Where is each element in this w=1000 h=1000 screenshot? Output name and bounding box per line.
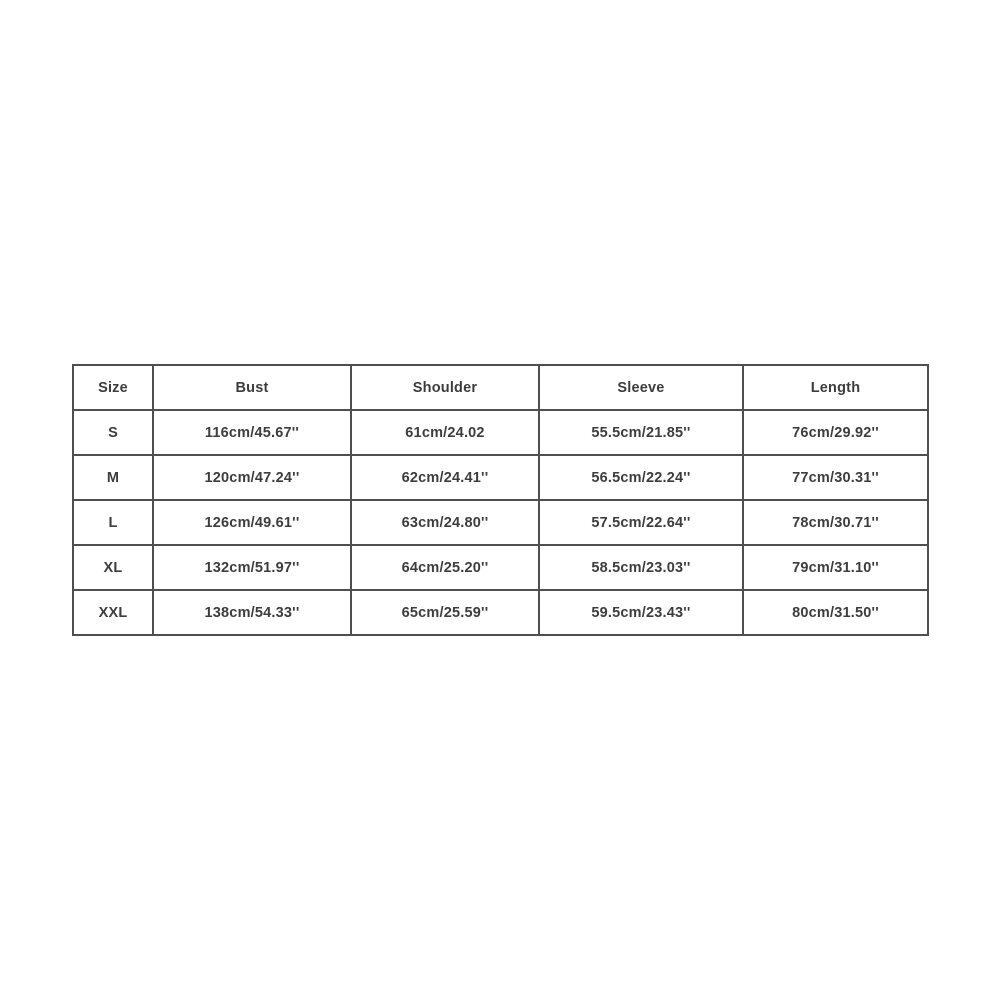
cell-bust: 116cm/45.67'' — [153, 410, 351, 455]
cell-size: XXL — [73, 590, 153, 635]
cell-size: XL — [73, 545, 153, 590]
cell-bust: 132cm/51.97'' — [153, 545, 351, 590]
header-cell-length: Length — [743, 365, 928, 410]
cell-sleeve: 56.5cm/22.24'' — [539, 455, 743, 500]
cell-length: 80cm/31.50'' — [743, 590, 928, 635]
table-row-s — [73, 410, 928, 455]
table-row-m — [73, 455, 928, 500]
cell-sleeve: 59.5cm/23.43'' — [539, 590, 743, 635]
cell-sleeve: 55.5cm/21.85'' — [539, 410, 743, 455]
header-cell-shoulder: Shoulder — [351, 365, 539, 410]
cell-size: M — [73, 455, 153, 500]
cell-size: S — [73, 410, 153, 455]
cell-bust: 138cm/54.33'' — [153, 590, 351, 635]
cell-length: 76cm/29.92'' — [743, 410, 928, 455]
cell-shoulder: 63cm/24.80'' — [351, 500, 539, 545]
header-row — [73, 365, 928, 410]
size-chart-body — [73, 410, 928, 635]
cell-sleeve: 57.5cm/22.64'' — [539, 500, 743, 545]
size-chart-table — [72, 364, 929, 636]
cell-size: L — [73, 500, 153, 545]
cell-shoulder: 61cm/24.02 — [351, 410, 539, 455]
cell-sleeve: 58.5cm/23.03'' — [539, 545, 743, 590]
cell-bust: 126cm/49.61'' — [153, 500, 351, 545]
header-cell-bust: Bust — [153, 365, 351, 410]
cell-shoulder: 65cm/25.59'' — [351, 590, 539, 635]
table-row-l — [73, 500, 928, 545]
cell-shoulder: 64cm/25.20'' — [351, 545, 539, 590]
cell-bust: 120cm/47.24'' — [153, 455, 351, 500]
table-row-xxl — [73, 590, 928, 635]
size-chart-header — [73, 365, 928, 410]
header-cell-size: Size — [73, 365, 153, 410]
cell-length: 78cm/30.71'' — [743, 500, 928, 545]
table-row-xl — [73, 545, 928, 590]
cell-shoulder: 62cm/24.41'' — [351, 455, 539, 500]
cell-length: 77cm/30.31'' — [743, 455, 928, 500]
header-cell-sleeve: Sleeve — [539, 365, 743, 410]
cell-length: 79cm/31.10'' — [743, 545, 928, 590]
